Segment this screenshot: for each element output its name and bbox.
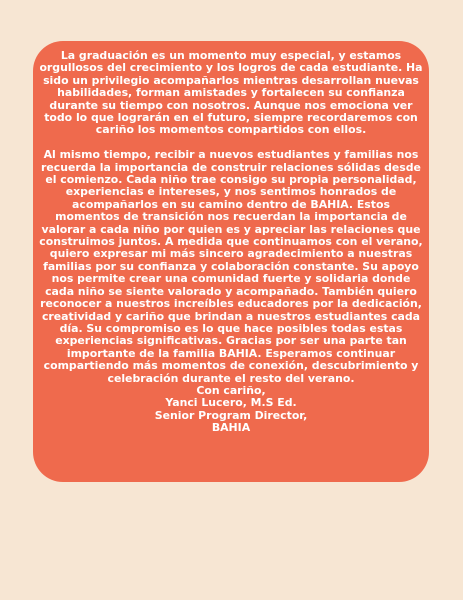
letter-paragraph-1: La graduación es un momento muy especial, y estamos orgullosos del crecimiento y los logros de cada estudiante. Ha sido un privilegio acompañarlos mientras desarrollan nuevas habilidades, forman amistades y fortalecen su confianza durante su tiempo con nosotros. Aunque nos emociona ver todo lo que lograrán en el futuro, siempre recordaremos con cariño los momentos compartidos con ellos. — [39, 49, 423, 137]
signer-name: Yanci Lucero, M.S Ed. — [165, 396, 297, 410]
organization-name: BAHIA — [211, 421, 251, 435]
signer-title: Senior Program Director, — [154, 408, 308, 422]
letter-card — [33, 41, 429, 482]
closing: Con cariño, — [196, 383, 266, 397]
letter-paragraph-2: Al mismo tiempo, recibir a nuevos estudiantes y familias nos recuerda la importancia de construir relaciones sólidas desde el comienzo. Cada niño trae consigo su propia personalidad, experiencias e intereses, y nos sentimos honrados de acompañarlos en su camino dentro de BAHIA. Estos momentos de transición nos recuerdan la importancia de valorar a cada niño por quien es y apreciar las relaciones que construimos juntos. A medida que continuamos con el verano, quiero expresar mi más sincero agradecimiento a nuestras familias por su confianza y colaboración constante. Su apoyo nos permite crear una comunidad fuerte y solidaria donde cada niño se siente valorado y acompañado. También quiero reconocer a nuestros increíbles educadores por la dedicación, creatividad y cariño que brindan a nuestros estudiantes cada día. Su compromiso es lo que hace posibles todas estas experiencias significativas. Gracias por ser una parte tan importante de la familia BAHIA. Esperamos continuar compartiendo más momentos de conexión, descubrimiento y celebración durante el resto del verano. — [39, 148, 423, 385]
